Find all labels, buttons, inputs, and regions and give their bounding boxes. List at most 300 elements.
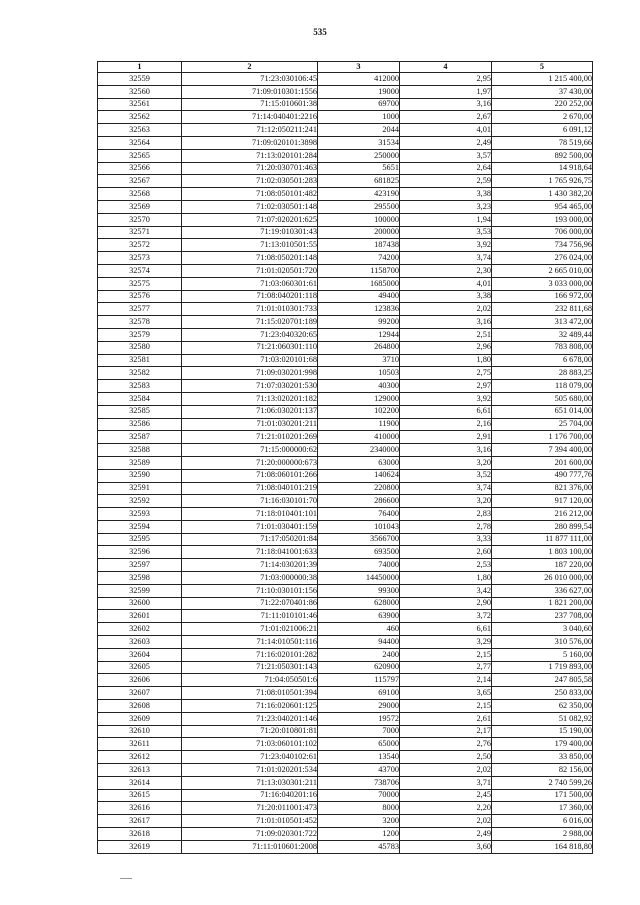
table-row — [98, 328, 593, 341]
table-body — [98, 73, 593, 854]
cadastral-cost: 187 220,00 — [492, 559, 593, 572]
rate-value: 3,38 — [400, 188, 492, 201]
rate-value: 2,60 — [400, 546, 492, 559]
table-row — [98, 111, 593, 124]
cadastral-cost: 783 808,00 — [492, 341, 593, 354]
rate-value: 3,29 — [400, 636, 492, 649]
cadastral-cost: 26 010 000,00 — [492, 572, 593, 585]
cadastral-cost: 651 014,00 — [492, 405, 593, 418]
cadastral-number: 71:20:030701:463 — [182, 162, 318, 175]
row-number: 32600 — [98, 597, 182, 610]
rate-value: 2,96 — [400, 341, 492, 354]
table-row — [98, 431, 593, 444]
cadastral-number: 71:01:021006:21 — [182, 623, 318, 636]
rate-value: 3,52 — [400, 469, 492, 482]
row-number: 32579 — [98, 328, 182, 341]
area-value: 410000 — [318, 431, 400, 444]
table-row — [98, 239, 593, 252]
table-row — [98, 712, 593, 725]
cadastral-cost: 15 190,00 — [492, 725, 593, 738]
rate-value: 2,50 — [400, 751, 492, 764]
cadastral-number: 71:01:010501:452 — [182, 815, 318, 828]
rate-value: 2,15 — [400, 648, 492, 661]
cadastral-cost: 14 918,64 — [492, 162, 593, 175]
cadastral-cost: 917 120,00 — [492, 495, 593, 508]
area-value: 45783 — [318, 840, 400, 853]
area-value: 69700 — [318, 98, 400, 111]
table-row — [98, 636, 593, 649]
table-row — [98, 610, 593, 623]
row-number: 32601 — [98, 610, 182, 623]
table-row — [98, 226, 593, 239]
cadastral-number: 71:09:030201:998 — [182, 367, 318, 380]
rate-value: 2,49 — [400, 136, 492, 149]
row-number: 32618 — [98, 828, 182, 841]
area-value: 19572 — [318, 712, 400, 725]
rate-value: 3,57 — [400, 149, 492, 162]
table-row — [98, 815, 593, 828]
row-number: 32594 — [98, 520, 182, 533]
table-row — [98, 456, 593, 469]
table-row — [98, 124, 593, 137]
rate-value: 2,76 — [400, 738, 492, 751]
cadastral-number: 71:20:000000:673 — [182, 456, 318, 469]
row-number: 32573 — [98, 252, 182, 265]
rate-value: 2,20 — [400, 802, 492, 815]
cadastral-cost: 2 988,00 — [492, 828, 593, 841]
cadastral-number: 71:09:020101:3898 — [182, 136, 318, 149]
table-row — [98, 648, 593, 661]
row-number: 32570 — [98, 213, 182, 226]
cadastral-number: 71:22:070401:86 — [182, 597, 318, 610]
cadastral-number: 71:18:041001:633 — [182, 546, 318, 559]
rate-value: 2,59 — [400, 175, 492, 188]
area-value: 2400 — [318, 648, 400, 661]
table-row — [98, 725, 593, 738]
cadastral-cost: 2 740 599,26 — [492, 776, 593, 789]
rate-value: 6,61 — [400, 405, 492, 418]
rate-value: 3,53 — [400, 226, 492, 239]
table-header-row — [98, 62, 593, 73]
table-row — [98, 508, 593, 521]
table-row — [98, 303, 593, 316]
row-number: 32606 — [98, 674, 182, 687]
cadastral-cost: 1 765 926,75 — [492, 175, 593, 188]
cadastral-cost: 6 016,00 — [492, 815, 593, 828]
row-number: 32566 — [98, 162, 182, 175]
table-row — [98, 584, 593, 597]
area-value: 12944 — [318, 328, 400, 341]
table-row — [98, 341, 593, 354]
row-number: 32615 — [98, 789, 182, 802]
rate-value: 3,42 — [400, 584, 492, 597]
table-row — [98, 316, 593, 329]
table-row — [98, 828, 593, 841]
cadastral-cost: 892 500,00 — [492, 149, 593, 162]
rate-value: 3,65 — [400, 687, 492, 700]
cadastral-cost: 1 719 893,00 — [492, 661, 593, 674]
cadastral-cost: 276 024,00 — [492, 252, 593, 265]
table-row — [98, 482, 593, 495]
row-number: 32577 — [98, 303, 182, 316]
cadastral-number: 71:21:010201:269 — [182, 431, 318, 444]
area-value: 200000 — [318, 226, 400, 239]
row-number: 32585 — [98, 405, 182, 418]
table-row — [98, 149, 593, 162]
area-value: 19000 — [318, 85, 400, 98]
rate-value: 3,16 — [400, 444, 492, 457]
row-number: 32565 — [98, 149, 182, 162]
cadastral-cost: 3 033 000,00 — [492, 277, 593, 290]
table-row — [98, 392, 593, 405]
rate-value: 1,80 — [400, 354, 492, 367]
rate-value: 3,74 — [400, 482, 492, 495]
cadastral-number: 71:06:030201:137 — [182, 405, 318, 418]
row-number: 32611 — [98, 738, 182, 751]
row-number: 32589 — [98, 456, 182, 469]
table-row — [98, 776, 593, 789]
row-number: 32583 — [98, 380, 182, 393]
row-number: 32604 — [98, 648, 182, 661]
table-row — [98, 200, 593, 213]
cadastral-number: 71:13:010501:55 — [182, 239, 318, 252]
table-row — [98, 252, 593, 265]
cadastral-cost: 171 500,00 — [492, 789, 593, 802]
rate-value: 2,78 — [400, 520, 492, 533]
table-row — [98, 802, 593, 815]
rate-value: 2,17 — [400, 725, 492, 738]
row-number: 32593 — [98, 508, 182, 521]
row-number: 32571 — [98, 226, 182, 239]
table-row — [98, 751, 593, 764]
rate-value: 4,01 — [400, 277, 492, 290]
cadastral-number: 71:08:050101:482 — [182, 188, 318, 201]
cadastral-cost: 6 091,12 — [492, 124, 593, 137]
table-row — [98, 533, 593, 546]
row-number: 32559 — [98, 73, 182, 86]
rate-value: 2,75 — [400, 367, 492, 380]
area-value: 3566700 — [318, 533, 400, 546]
cadastral-number: 71:16:040201:16 — [182, 789, 318, 802]
cadastral-number: 71:23:030106:45 — [182, 73, 318, 86]
cadastral-cost: 706 000,00 — [492, 226, 593, 239]
rate-value: 2,91 — [400, 431, 492, 444]
cadastral-cost: 201 600,00 — [492, 456, 593, 469]
table-row — [98, 674, 593, 687]
rate-value: 2,15 — [400, 700, 492, 713]
cadastral-cost: 51 082,92 — [492, 712, 593, 725]
cadastral-number: 71:11:010101:46 — [182, 610, 318, 623]
cadastral-number: 71:08:060101:266 — [182, 469, 318, 482]
row-number: 32575 — [98, 277, 182, 290]
row-number: 32612 — [98, 751, 182, 764]
cadastral-cost: 193 000,00 — [492, 213, 593, 226]
table-row — [98, 290, 593, 303]
area-value: 10503 — [318, 367, 400, 380]
area-value: 3710 — [318, 354, 400, 367]
cadastral-cost: 220 252,00 — [492, 98, 593, 111]
table-row — [98, 738, 593, 751]
area-value: 1200 — [318, 828, 400, 841]
row-number: 32584 — [98, 392, 182, 405]
row-number: 32588 — [98, 444, 182, 457]
rate-value: 3,71 — [400, 776, 492, 789]
cadastral-cost: 166 972,00 — [492, 290, 593, 303]
row-number: 32616 — [98, 802, 182, 815]
table-row — [98, 469, 593, 482]
cadastral-number: 71:23:040102:61 — [182, 751, 318, 764]
cadastral-cost: 250 833,00 — [492, 687, 593, 700]
row-number: 32582 — [98, 367, 182, 380]
rate-value: 3,16 — [400, 98, 492, 111]
area-value: 11900 — [318, 418, 400, 431]
rate-value: 2,77 — [400, 661, 492, 674]
table-row — [98, 572, 593, 585]
area-value: 74000 — [318, 559, 400, 572]
area-value: 1158700 — [318, 264, 400, 277]
table-row — [98, 444, 593, 457]
area-value: 2340000 — [318, 444, 400, 457]
cadastral-number: 71:01:020501:720 — [182, 264, 318, 277]
rate-value: 2,61 — [400, 712, 492, 725]
area-value: 295500 — [318, 200, 400, 213]
rate-value: 6,61 — [400, 623, 492, 636]
table-row — [98, 162, 593, 175]
cadastral-cost: 2 670,00 — [492, 111, 593, 124]
row-number: 32572 — [98, 239, 182, 252]
cadastral-number: 71:01:030201:211 — [182, 418, 318, 431]
cadastral-number: 71:07:030201:530 — [182, 380, 318, 393]
cadastral-number: 71:15:000000:62 — [182, 444, 318, 457]
cadastral-cost: 62 350,00 — [492, 700, 593, 713]
table-row — [98, 73, 593, 86]
rate-value: 1,80 — [400, 572, 492, 585]
cadastral-cost: 7 394 400,00 — [492, 444, 593, 457]
rate-value: 2,53 — [400, 559, 492, 572]
row-number: 32590 — [98, 469, 182, 482]
row-number: 32610 — [98, 725, 182, 738]
cadastral-number: 71:01:010301:733 — [182, 303, 318, 316]
column-header-3: 3 — [318, 62, 400, 73]
cadastral-cost: 490 777,76 — [492, 469, 593, 482]
area-value: 65000 — [318, 738, 400, 751]
rate-value: 2,16 — [400, 418, 492, 431]
cadastral-number: 71:08:050201:148 — [182, 252, 318, 265]
area-value: 628000 — [318, 597, 400, 610]
area-value: 14450000 — [318, 572, 400, 585]
cadastral-cost: 17 360,00 — [492, 802, 593, 815]
cadastral-cost: 6 678,00 — [492, 354, 593, 367]
area-value: 681825 — [318, 175, 400, 188]
cadastral-number: 71:13:020101:284 — [182, 149, 318, 162]
cadastral-number: 71:01:030401:159 — [182, 520, 318, 533]
row-number: 32560 — [98, 85, 182, 98]
cadastral-number: 71:03:060301:61 — [182, 277, 318, 290]
row-number: 32617 — [98, 815, 182, 828]
rate-value: 4,01 — [400, 124, 492, 137]
cadastral-cost: 1 430 382,20 — [492, 188, 593, 201]
area-value: 620900 — [318, 661, 400, 674]
cadastral-cost: 11 877 111,00 — [492, 533, 593, 546]
rate-value: 2,02 — [400, 303, 492, 316]
area-value: 220800 — [318, 482, 400, 495]
row-number: 32608 — [98, 700, 182, 713]
cadastral-number: 71:23:040320:65 — [182, 328, 318, 341]
rate-value: 2,45 — [400, 789, 492, 802]
table-row — [98, 188, 593, 201]
rate-value: 1,94 — [400, 213, 492, 226]
row-number: 32609 — [98, 712, 182, 725]
area-value: 187438 — [318, 239, 400, 252]
area-value: 49400 — [318, 290, 400, 303]
cadastral-number: 71:21:060301:110 — [182, 341, 318, 354]
cadastral-number: 71:17:050201:84 — [182, 533, 318, 546]
area-value: 69100 — [318, 687, 400, 700]
table-row — [98, 661, 593, 674]
cadastral-number: 71:01:020201:534 — [182, 764, 318, 777]
cadastral-cost: 954 465,00 — [492, 200, 593, 213]
cadastral-cost: 78 519,66 — [492, 136, 593, 149]
column-header-2: 2 — [182, 62, 318, 73]
row-number: 32563 — [98, 124, 182, 137]
cadastral-number: 71:16:020601:125 — [182, 700, 318, 713]
cadastral-cost: 216 212,00 — [492, 508, 593, 521]
cadastral-number: 71:08:010501:394 — [182, 687, 318, 700]
area-value: 1685000 — [318, 277, 400, 290]
row-number: 32592 — [98, 495, 182, 508]
rate-value: 3,20 — [400, 495, 492, 508]
area-value: 40300 — [318, 380, 400, 393]
cadastral-number: 71:04:050501:6 — [182, 674, 318, 687]
table-row — [98, 354, 593, 367]
row-number: 32567 — [98, 175, 182, 188]
area-value: 2044 — [318, 124, 400, 137]
row-number: 32580 — [98, 341, 182, 354]
area-value: 5651 — [318, 162, 400, 175]
table-row — [98, 623, 593, 636]
row-number: 32561 — [98, 98, 182, 111]
cadastral-cost: 32 489,44 — [492, 328, 593, 341]
row-number: 32595 — [98, 533, 182, 546]
rate-value: 3,72 — [400, 610, 492, 623]
area-value: 7000 — [318, 725, 400, 738]
cadastral-cost: 28 883,25 — [492, 367, 593, 380]
cadastral-value-table — [97, 61, 593, 854]
area-value: 99200 — [318, 316, 400, 329]
rate-value: 2,83 — [400, 508, 492, 521]
row-number: 32598 — [98, 572, 182, 585]
row-number: 32619 — [98, 840, 182, 853]
rate-value: 2,97 — [400, 380, 492, 393]
cadastral-number: 71:08:040101:219 — [182, 482, 318, 495]
area-value: 94400 — [318, 636, 400, 649]
row-number: 32578 — [98, 316, 182, 329]
area-value: 13540 — [318, 751, 400, 764]
area-value: 286600 — [318, 495, 400, 508]
row-number: 32613 — [98, 764, 182, 777]
area-value: 102200 — [318, 405, 400, 418]
cadastral-cost: 37 430,00 — [492, 85, 593, 98]
table-row — [98, 764, 593, 777]
rate-value: 2,49 — [400, 828, 492, 841]
column-header-1: 1 — [98, 62, 182, 73]
table-row — [98, 687, 593, 700]
area-value: 1000 — [318, 111, 400, 124]
row-number: 32576 — [98, 290, 182, 303]
column-header-4: 4 — [400, 62, 492, 73]
area-value: 460 — [318, 623, 400, 636]
cadastral-cost: 734 756,96 — [492, 239, 593, 252]
cadastral-cost: 33 850,00 — [492, 751, 593, 764]
cadastral-number: 71:19:010301:43 — [182, 226, 318, 239]
cadastral-cost: 3 040,60 — [492, 623, 593, 636]
cadastral-number: 71:14:010501:116 — [182, 636, 318, 649]
area-value: 693500 — [318, 546, 400, 559]
cadastral-cost: 1 821 200,00 — [492, 597, 593, 610]
area-value: 423190 — [318, 188, 400, 201]
row-number: 32581 — [98, 354, 182, 367]
cadastral-cost: 821 376,00 — [492, 482, 593, 495]
cadastral-cost: 25 704,00 — [492, 418, 593, 431]
cadastral-cost: 179 400,00 — [492, 738, 593, 751]
cadastral-cost: 313 472,00 — [492, 316, 593, 329]
cadastral-number: 71:14:030201:39 — [182, 559, 318, 572]
area-value: 31534 — [318, 136, 400, 149]
row-number: 32564 — [98, 136, 182, 149]
area-value: 115797 — [318, 674, 400, 687]
area-value: 8000 — [318, 802, 400, 815]
column-header-5: 5 — [492, 62, 593, 73]
cadastral-number: 71:16:020101:282 — [182, 648, 318, 661]
area-value: 74200 — [318, 252, 400, 265]
row-number: 32568 — [98, 188, 182, 201]
area-value: 101043 — [318, 520, 400, 533]
cadastral-number: 71:03:060101:102 — [182, 738, 318, 751]
cadastral-cost: 505 680,00 — [492, 392, 593, 405]
table-row — [98, 264, 593, 277]
rate-value: 3,74 — [400, 252, 492, 265]
area-value: 264800 — [318, 341, 400, 354]
cadastral-cost: 336 627,00 — [492, 584, 593, 597]
cadastral-cost: 237 708,00 — [492, 610, 593, 623]
row-number: 32603 — [98, 636, 182, 649]
cadastral-cost: 232 811,68 — [492, 303, 593, 316]
footer-mark — [120, 878, 132, 879]
rate-value: 2,30 — [400, 264, 492, 277]
cadastral-cost: 1 215 400,00 — [492, 73, 593, 86]
table-row — [98, 559, 593, 572]
row-number: 32614 — [98, 776, 182, 789]
table-row — [98, 789, 593, 802]
page-number: 535 — [313, 27, 327, 37]
area-value: 738706 — [318, 776, 400, 789]
row-number: 32599 — [98, 584, 182, 597]
cadastral-number: 71:13:020201:182 — [182, 392, 318, 405]
cadastral-number: 71:18:010401:101 — [182, 508, 318, 521]
cadastral-cost: 164 818,80 — [492, 840, 593, 853]
rate-value: 3,38 — [400, 290, 492, 303]
table-row — [98, 85, 593, 98]
cadastral-number: 71:02:030501:148 — [182, 200, 318, 213]
table-row — [98, 380, 593, 393]
row-number: 32574 — [98, 264, 182, 277]
row-number: 32607 — [98, 687, 182, 700]
rate-value: 2,02 — [400, 815, 492, 828]
cadastral-number: 71:16:030101:70 — [182, 495, 318, 508]
rate-value: 3,92 — [400, 392, 492, 405]
cadastral-number: 71:15:010601:38 — [182, 98, 318, 111]
cadastral-cost: 82 156,00 — [492, 764, 593, 777]
